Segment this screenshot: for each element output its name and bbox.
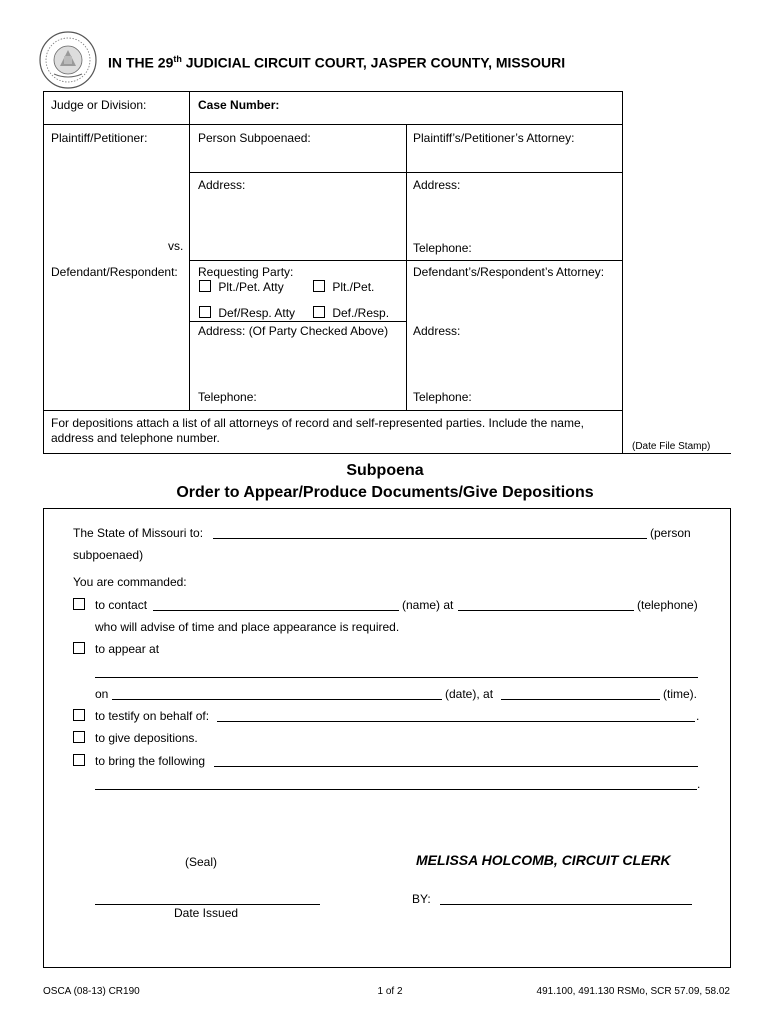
case-number-field[interactable] <box>190 112 622 123</box>
on-label: on <box>95 687 109 701</box>
defendant-attorney-label: Defendant’s/Respondent’s Attorney: <box>413 265 605 279</box>
date-issued-label: Date Issued <box>174 906 239 920</box>
court-header <box>108 54 565 71</box>
commanded-label: You are commanded: <box>73 575 187 589</box>
advise-text: who will advise of time and place appearance is required. <box>95 620 400 634</box>
depositions-note: For depositions attach a list of all attorneys of record and self-represented parties. Include the name, address and telephone number. <box>51 416 584 445</box>
appear-time-line[interactable] <box>501 699 660 700</box>
checkbox-box[interactable] <box>199 280 211 292</box>
testify-label: to testify on behalf of: <box>95 709 210 723</box>
telephone-label-defendant-attorney: Telephone: <box>413 390 472 404</box>
by-label: BY: <box>412 892 431 906</box>
checkbox-label: Def/Resp. Atty <box>218 306 296 320</box>
checkbox-box[interactable] <box>199 306 211 318</box>
date-at-label: (date), at <box>445 687 494 701</box>
contact-telephone-line[interactable] <box>458 610 634 611</box>
checkbox-def-resp-atty[interactable] <box>199 306 295 320</box>
checkbox-to-contact[interactable] <box>73 598 85 610</box>
seal-label: (Seal) <box>185 855 218 869</box>
court-suffix: JUDICIAL CIRCUIT COURT, JASPER COUNTY, MISSOURI <box>181 54 566 71</box>
judge-division-field[interactable] <box>44 112 188 123</box>
vs-label: vs. <box>168 239 184 253</box>
requesting-party-label: Requesting Party: <box>198 265 294 279</box>
court-prefix: IN THE 29 <box>108 54 174 71</box>
missouri-seal-icon <box>38 30 98 90</box>
plaintiff-attorney-label: Plaintiff’s/Petitioner’s Attorney: <box>413 131 575 145</box>
appear-location-line[interactable] <box>95 677 698 678</box>
testify-period: . <box>696 709 700 723</box>
to-contact-label: to contact <box>95 598 148 612</box>
checkbox-box[interactable] <box>313 306 325 318</box>
checkbox-give-depositions[interactable] <box>73 731 85 743</box>
telephone-label-requesting-party: Telephone: <box>198 390 257 404</box>
date-file-stamp: (Date File Stamp) <box>632 441 711 452</box>
address-label-defendant-attorney: Address: <box>413 324 461 338</box>
circuit-clerk-name: MELISSA HOLCOMB, CIRCUIT CLERK <box>416 852 671 868</box>
address-checked-party-label: Address: (Of Party Checked Above) <box>198 324 389 338</box>
give-depositions-label: to give depositions. <box>95 731 198 745</box>
checkbox-box[interactable] <box>313 280 325 292</box>
testify-behalf-line[interactable] <box>217 721 695 722</box>
checkbox-bring-following[interactable] <box>73 754 85 766</box>
checkbox-to-appear[interactable] <box>73 642 85 654</box>
checkbox-label: Plt./Pet. <box>332 280 375 294</box>
time-paren-label: (time). <box>663 687 697 701</box>
state-to-label: The State of Missouri to: <box>73 526 204 540</box>
telephone-paren-label: (telephone) <box>637 598 698 612</box>
plaintiff-label: Plaintiff/Petitioner: <box>51 131 148 145</box>
plaintiff-field[interactable] <box>44 146 188 234</box>
statutes: 491.100, 491.130 RSMo, SCR 57.09, 58.02 <box>536 986 730 997</box>
person-tail2-label: subpoenaed) <box>73 548 144 562</box>
checkbox-plt-pet[interactable] <box>313 280 374 294</box>
name-at-label: (name) at <box>402 598 454 612</box>
address-label-subpoenaed: Address: <box>198 178 246 192</box>
bring-period: . <box>697 777 701 791</box>
defendant-label: Defendant/Respondent: <box>51 265 178 279</box>
person-tail-label: (person <box>650 526 691 540</box>
date-issued-line[interactable] <box>95 904 320 905</box>
checkbox-def-resp[interactable] <box>313 306 389 320</box>
clerk-signature-line[interactable] <box>440 904 692 905</box>
bring-items-line-1[interactable] <box>214 766 698 767</box>
checkbox-label: Def./Resp. <box>332 306 390 320</box>
subpoena-title: Subpoena <box>346 462 424 479</box>
court-ordinal-suffix: th <box>173 54 182 64</box>
bring-following-label: to bring the following <box>95 754 206 768</box>
contact-name-line[interactable] <box>153 610 399 611</box>
checkbox-testify[interactable] <box>73 709 85 721</box>
checkbox-label: Plt./Pet. Atty <box>218 280 284 294</box>
checkbox-plt-pet-atty[interactable] <box>199 280 284 294</box>
subpoena-subtitle: Order to Appear/Produce Documents/Give Depositions <box>176 484 594 501</box>
bring-items-line-2[interactable] <box>95 789 697 790</box>
person-subpoenaed-label: Person Subpoenaed: <box>198 131 311 145</box>
page-number: 1 of 2 <box>377 986 403 997</box>
appear-date-line[interactable] <box>112 699 442 700</box>
form-id: OSCA (08-13) CR190 <box>43 986 140 997</box>
to-appear-label: to appear at <box>95 642 160 656</box>
case-number-label: Case Number: <box>198 98 280 112</box>
address-label-plaintiff-attorney: Address: <box>413 178 461 192</box>
telephone-label-plaintiff-attorney: Telephone: <box>413 241 472 255</box>
person-subpoenaed-line[interactable] <box>213 538 647 539</box>
judge-division-label: Judge or Division: <box>51 98 147 112</box>
